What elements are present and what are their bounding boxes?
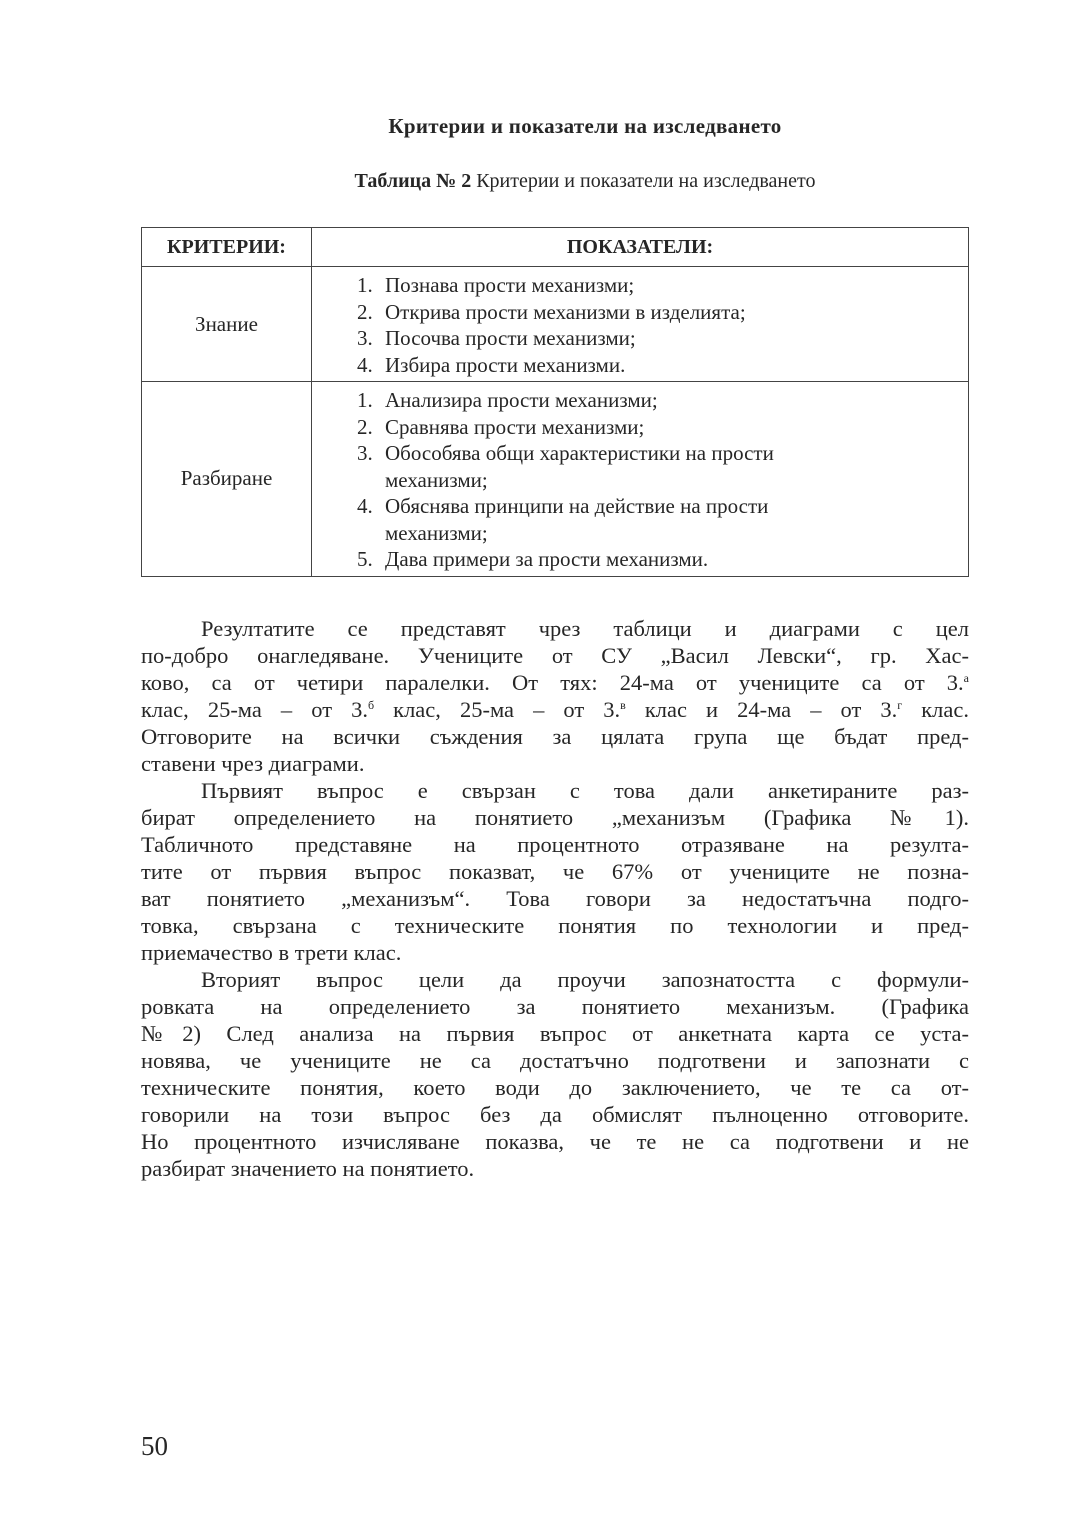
body-paragraph (141, 777, 969, 966)
paragraph-line: Табличното представяне на процентното отразяване на резулта- (141, 832, 969, 857)
paragraph-line: новява, че учениците не са достатъчно подготвени и запознати с (141, 1048, 969, 1073)
indicator-number: 1. (357, 388, 373, 412)
indicators-cell (312, 267, 969, 382)
indicator-item (357, 493, 968, 546)
paragraph-line: тите от първия въпрос показват, че 67% от учениците не позна- (141, 859, 969, 884)
criteria-table (141, 227, 969, 577)
table-caption-label: Таблица № 2 (354, 170, 472, 192)
paragraph-line: Вторият въпрос цели да проучи запознатостта с формули- (201, 967, 969, 992)
indicator-line: Посочва прости механизми; (385, 326, 636, 350)
indicator-item (357, 352, 968, 379)
indicator-line: Сравнява прости механизми; (385, 414, 645, 439)
indicators-cell (312, 382, 969, 577)
indicator-line: Обяснява принципи на действие на прости (385, 494, 769, 518)
superscript: в (620, 698, 626, 712)
indicator-text (385, 272, 855, 299)
indicator-line: Познава прости механизми; (385, 273, 635, 297)
body-paragraph (141, 615, 969, 777)
superscript: г (897, 698, 903, 712)
superscript: а (963, 671, 969, 685)
indicator-text (385, 414, 855, 441)
indicator-item (357, 387, 968, 414)
indicator-number: 4. (357, 352, 373, 377)
indicator-item (357, 299, 968, 326)
paragraph-line: ровката на определението за понятието механизъм. (Графика (141, 994, 969, 1019)
indicator-item (357, 272, 968, 299)
indicator-item (357, 325, 968, 352)
indicator-item (357, 414, 968, 441)
indicator-text (385, 352, 855, 379)
paragraph-line: говорили на този въпрос без да обмислят пълноценно отговорите. (141, 1102, 969, 1127)
paragraph-line: по-добро онагледяване. Учениците от СУ „Васил Левски“, гр. Хас- (141, 643, 969, 668)
indicator-text (385, 325, 855, 352)
table-row (142, 382, 969, 577)
paragraph-line: ват понятието „механизъм“. Това говори за недостатъчна подго- (141, 886, 969, 911)
paragraph-line: Отговорите на всички съждения за цялата група ще бъдат пред- (141, 724, 969, 749)
header-indicators: ПОКАЗАТЕЛИ: (312, 228, 969, 267)
indicator-text (385, 440, 855, 493)
paragraph-line: товка, свързана с техническите понятия по технологии и пред- (141, 913, 969, 938)
indicator-item (357, 440, 968, 493)
criterion-cell: Разбиране (142, 382, 312, 577)
paragraph-line: клас, 25-ма – от 3.$^б$ клас, 25-ма – от 3.$^в$ клас и 24-ма – от 3.$^г$ клас. (141, 697, 970, 722)
paragraph-line: ково, са от четири паралелки. От тях: 24-ма от учениците са от 3.$^а$ (141, 670, 969, 695)
superscript: б (367, 698, 375, 712)
indicator-item (357, 546, 968, 573)
indicator-number: 3. (357, 441, 373, 465)
table-row (142, 267, 969, 382)
section-title: Критерии и показатели на изследването (388, 114, 782, 138)
indicator-line: Обособява общи характеристики на прости (385, 441, 774, 465)
indicator-number: 2. (357, 414, 373, 439)
paragraph-line: №2) След анализа на първия въпрос от анкетната карта се уста- (141, 1021, 969, 1046)
indicator-line: Избира прости механизми. (385, 352, 626, 377)
indicator-line: Дава примери за прости механизми. (385, 547, 709, 571)
table-caption (0, 170, 1080, 193)
body-paragraph (141, 966, 969, 1182)
paragraph-line: Резултатите се представят чрез таблици и диаграми с цел (201, 616, 969, 641)
indicator-text (385, 299, 855, 326)
indicator-text (385, 387, 855, 414)
indicator-text (385, 493, 855, 546)
paragraph-line: бират определението на понятието „механизъм (Графика №1). (141, 805, 969, 830)
page-number: 50 (141, 1431, 168, 1461)
indicator-number: 1. (357, 273, 373, 297)
indicator-number: 3. (357, 326, 373, 350)
indicator-line: Открива прости механизми в изделията; (385, 299, 746, 324)
paragraph-line: разбират значението на понятието. (141, 1156, 475, 1181)
paragraph-line: техническите понятия, което води до заключението, че те са от- (141, 1075, 969, 1100)
criterion-cell: Знание (142, 267, 312, 382)
indicator-line: механизми; (385, 520, 488, 545)
paragraph-line: Първият въпрос е свързан с това дали анкетираните раз- (201, 778, 969, 803)
table-header-row (142, 228, 969, 267)
indicator-number: 4. (357, 494, 373, 518)
indicator-line: Анализира прости механизми; (385, 388, 658, 412)
header-criteria: КРИТЕРИИ: (142, 228, 312, 267)
indicator-number: 5. (357, 547, 373, 571)
table-caption-text: Критерии и показатели на изследването (471, 170, 816, 192)
paragraph-line: ставени чрез диаграми. (141, 751, 365, 776)
paragraph-line: приемачество в трети клас. (141, 940, 402, 965)
paragraph-line: Но процентното изчисляване показва, че те не са подготвени и не (141, 1129, 969, 1154)
indicator-text (385, 546, 855, 573)
indicator-number: 2. (357, 299, 373, 324)
indicator-line: механизми; (385, 467, 488, 492)
